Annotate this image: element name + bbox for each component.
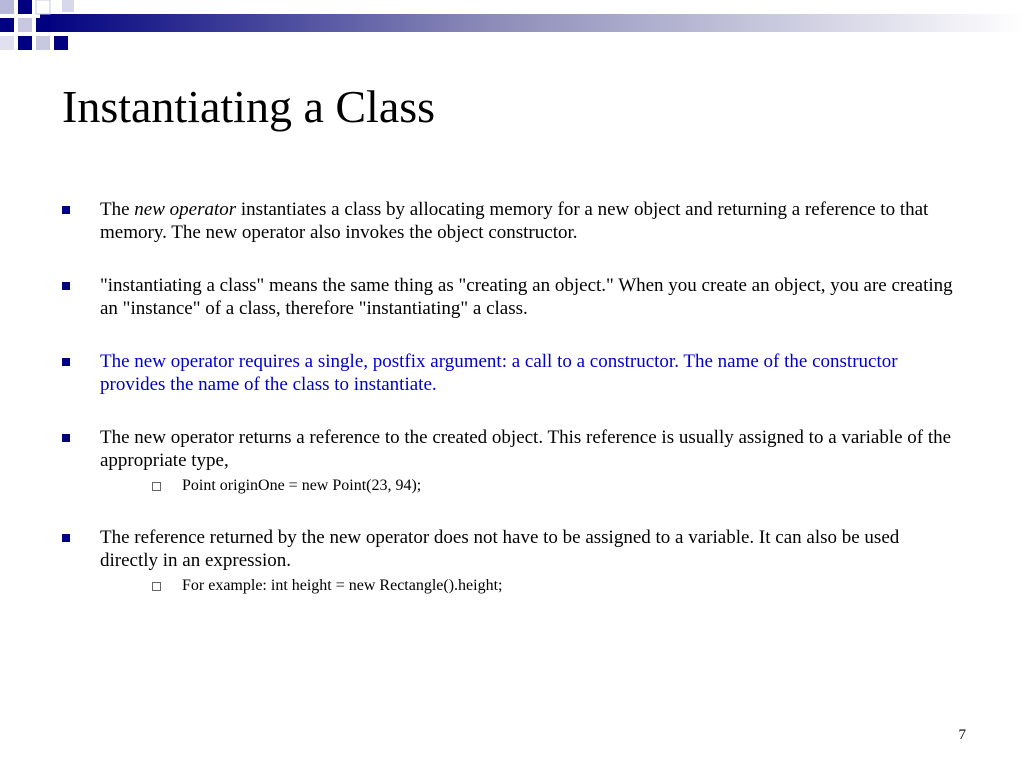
bullet-square-icon <box>62 534 70 542</box>
bullet-text: "instantiating a class" means the same thing as "creating an object." When you create an object, you are creating an "instance" of a class, therefore "instantiating" a class. <box>100 275 953 319</box>
bullet-square-icon <box>62 282 70 290</box>
bullet-square-icon <box>62 358 70 366</box>
bullet-text: instantiates a class by allocating memory for a new object and returning a reference to that memory. The new operator also invokes the object constructor. <box>100 199 929 243</box>
bullet-square-icon <box>62 434 70 442</box>
hollow-square-bullet-icon <box>152 482 161 491</box>
bullet-text: The new operator requires a single, postfix argument: a call to a constructor. The name of the constructor provides the name of the class to instantiate. <box>100 351 898 395</box>
deco-square <box>36 0 50 14</box>
bullet-text-prefix: The <box>100 199 135 220</box>
deco-square <box>18 18 32 32</box>
deco-square <box>18 0 32 14</box>
bullet-list <box>62 198 962 626</box>
hollow-square-bullet-icon <box>152 582 161 591</box>
bullet-item <box>62 274 962 320</box>
bullet-text-emphasis: new operator <box>134 199 237 220</box>
bullet-square-icon <box>62 206 70 214</box>
deco-square <box>54 36 68 50</box>
deco-square <box>0 18 14 32</box>
sub-bullet-text: For example: int height = new Rectangle().height; <box>182 577 503 594</box>
bullet-item <box>62 426 962 496</box>
deco-square <box>18 36 32 50</box>
header-gradient-band <box>40 14 1024 32</box>
slide-title: Instantiating a Class <box>62 81 436 132</box>
page-number: 7 <box>958 727 966 743</box>
bullet-item <box>62 198 962 244</box>
sub-bullet-item <box>100 476 962 496</box>
deco-square <box>62 0 74 12</box>
sub-bullet-text: Point originOne = new Point(23, 94); <box>182 477 422 494</box>
deco-square <box>36 36 50 50</box>
sub-bullet-item <box>100 576 962 596</box>
bullet-item <box>62 526 962 596</box>
deco-square <box>36 18 50 32</box>
bullet-text: The reference returned by the new operator does not have to be assigned to a variable. It can also be used directly in an expression. <box>100 527 900 571</box>
bullet-text: The new operator returns a reference to the created object. This reference is usually assigned to a variable of the appropriate type, <box>100 427 952 471</box>
deco-square <box>0 0 14 14</box>
bullet-item <box>62 350 962 396</box>
header-decoration <box>0 0 1024 70</box>
deco-square <box>0 36 14 50</box>
